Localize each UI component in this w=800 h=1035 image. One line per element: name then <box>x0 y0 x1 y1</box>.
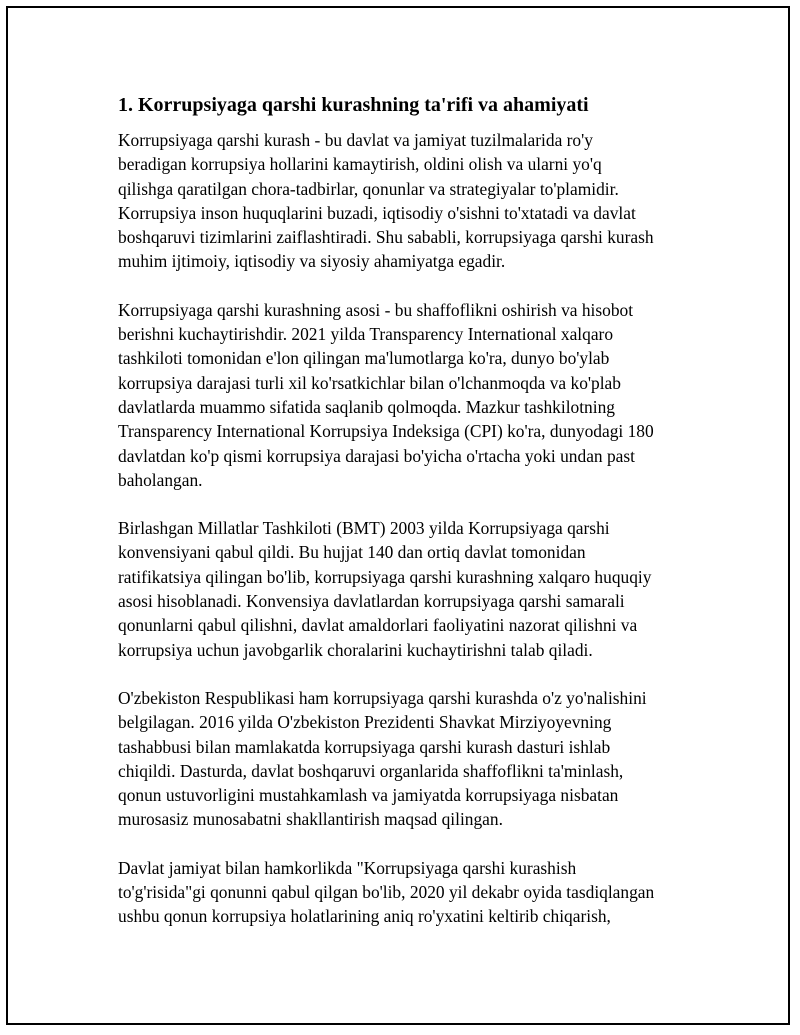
paragraph-5: Davlat jamiyat bilan hamkorlikda "Korrupsiyaga qarshi kurashish to'g'risida"gi qonunni qabul qilgan bo'lib, 2020 yil dekabr oyida tasdiqlangan ushbu qonun korrupsiya holatlarining aniq ro'yxatini keltirib chiqarish, <box>118 857 655 927</box>
document-body <box>118 92 698 953</box>
section-heading: 1. Korrupsiyaga qarshi kurashning ta'rifi va ahamiyati <box>118 94 589 116</box>
paragraph-2: Korrupsiyaga qarshi kurashning asosi - bu shaffoflikni oshirish va hisobot berishni kuchaytirishdir. 2021 yilda Transparency International xalqaro tashkiloti tomonidan e'lon qilingan ma'lumotlarga ko'ra, dunyo bo'ylab korrupsiya darajasi turli xil ko'rsatkichlar bilan o'lchanmoqda va ko'plab davlatlarda muammo sifatida saqlanib qolmoqda. Mazkur tashkilotning Transparency International Korrupsiya Indeksiga (CPI) ko'ra, dunyodagi 180 davlatdan ko'p qismi korrupsiya darajasi bo'yicha o'rtacha yoki undan past baholangan. <box>118 299 654 490</box>
paragraph-4: O'zbekiston Respublikasi ham korrupsiyaga qarshi kurashda o'z yo'nalishini belgilagan. 2016 yilda O'zbekiston Prezidenti Shavkat Mirziyoyevning tashabbusi bilan mamlakatda korrupsiyaga qarshi kurash dasturi ishlab chiqildi. Dasturda, davlat boshqaruvi organlarida shaffoflikni ta'minlash, qonun ustuvorligini mustahkamlash va jamiyatda korrupsiyaga nisbatan murosasiz munosabatni shakllantirish maqsad qilingan. <box>118 687 647 830</box>
paragraph-1: Korrupsiyaga qarshi kurash - bu davlat va jamiyat tuzilmalarida ro'y beradigan korrupsiya hollarini kamaytirish, oldini olish va ularni yo'q qilishga qaratilgan chora-tadbirlar, qonunlar va strategiyalar to'plamidir. Korrupsiya inson huquqlarini buzadi, iqtisodiy o'sishni to'xtatadi va davlat boshqaruvi tizimlarini zaiflashtiradi. Shu sababli, korrupsiyaga qarshi kurash muhim ijtimoiy, iqtisodiy va siyosiy ahamiyatga egadir. <box>118 130 654 272</box>
paragraph-3: Birlashgan Millatlar Tashkiloti (BMT) 2003 yilda Korrupsiyaga qarshi konvensiyani qabul qildi. Bu hujjat 140 dan ortiq davlat tomonidan ratifikatsiya qilingan bo'lib, korrupsiyaga qarshi kurashning xalqaro huquqiy asosi hisoblanadi. Konvensiya davlatlardan korrupsiyaga qarshi samarali qonunlarni qabul qilishni, davlat amaldorlari faoliyatini nazorat qilishni va korrupsiya uchun javobgarlik choralarini kuchaytirishni talab qiladi. <box>118 518 652 660</box>
